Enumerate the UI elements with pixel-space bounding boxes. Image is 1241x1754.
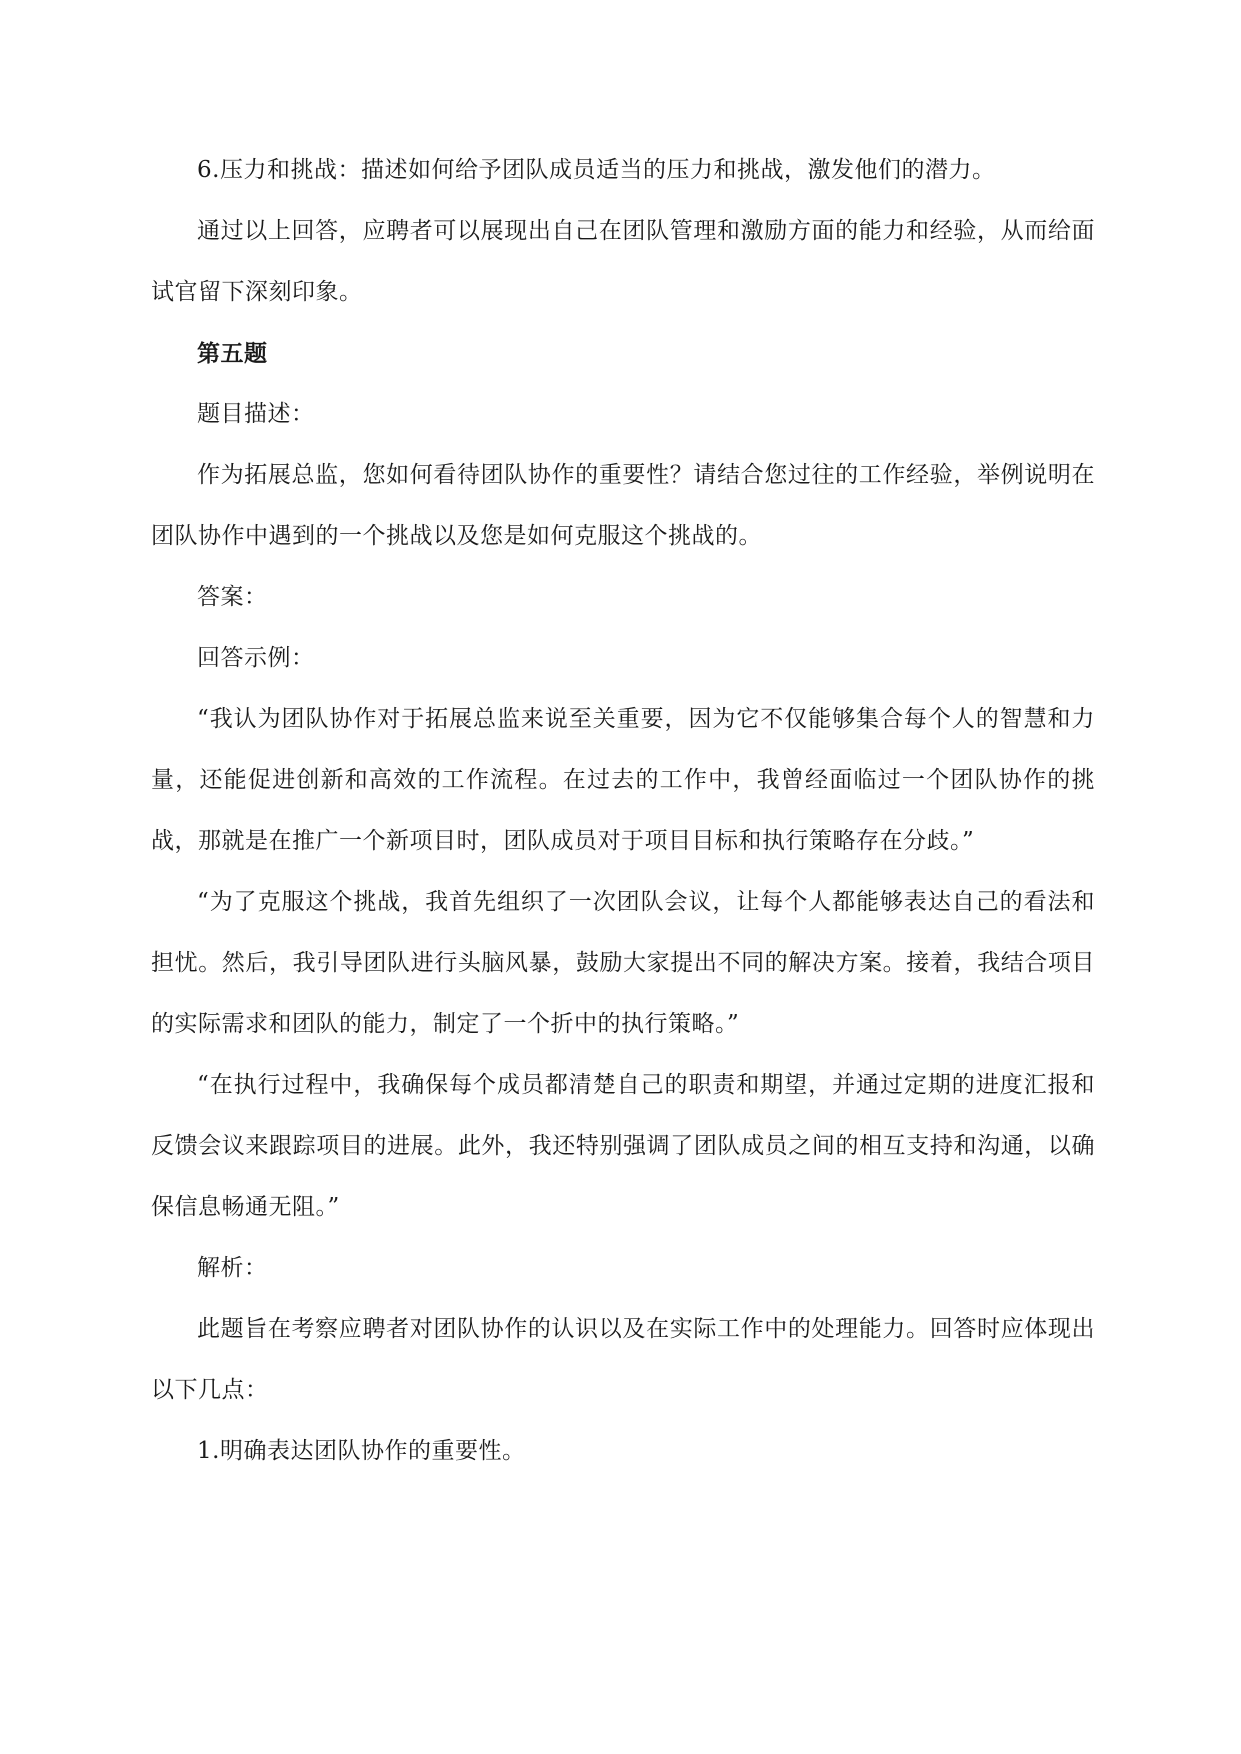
- analysis-text: 此题旨在考察应聘者对团队协作的认识以及在实际工作中的处理能力。回答时应体现出以下几点：: [151, 1316, 1095, 1403]
- analysis-label: 解析：: [197, 1255, 268, 1281]
- section-heading-question-5: 第五题: [197, 340, 268, 367]
- answer-quote-2: “为了克服这个挑战，我首先组织了一次团队会议，让每个人都能够表达自己的看法和担忧。然后，我引导团队进行头脑风暴，鼓励大家提出不同的解决方案。接着，我结合项目的实际需求和团队的能力，制定了一个折中的执行策略。”: [151, 889, 1095, 1037]
- question-description-label: 题目描述：: [197, 401, 315, 427]
- question-description-text: 作为拓展总监，您如何看待团队协作的重要性？请结合您过往的工作经验，举例说明在团队协作中遇到的一个挑战以及您是如何克服这个挑战的。: [151, 462, 1095, 549]
- answer-quote-3: “在执行过程中，我确保每个成员都清楚自己的职责和期望，并通过定期的进度汇报和反馈会议来跟踪项目的进展。此外，我还特别强调了团队成员之间的相互支持和沟通，以确保信息畅通无阻。”: [151, 1072, 1095, 1220]
- answer-label: 答案：: [197, 584, 268, 610]
- paragraph-summary: 通过以上回答，应聘者可以展现出自己在团队管理和激励方面的能力和经验，从而给面试官留下深刻印象。: [151, 218, 1095, 305]
- answer-quote-1: “我认为团队协作对于拓展总监来说至关重要，因为它不仅能够集合每个人的智慧和力量，还能促进创新和高效的工作流程。在过去的工作中，我曾经面临过一个团队协作的挑战，那就是在推广一个新项目时，团队成员对于项目目标和执行策略存在分歧。”: [151, 706, 1095, 854]
- analysis-point-1: 1.明确表达团队协作的重要性。: [197, 1438, 526, 1464]
- document-body: [151, 140, 1095, 1482]
- answer-example-label: 回答示例：: [197, 645, 315, 671]
- paragraph-pressure-challenge: 6.压力和挑战：描述如何给予团队成员适当的压力和挑战，激发他们的潜力。: [197, 157, 996, 183]
